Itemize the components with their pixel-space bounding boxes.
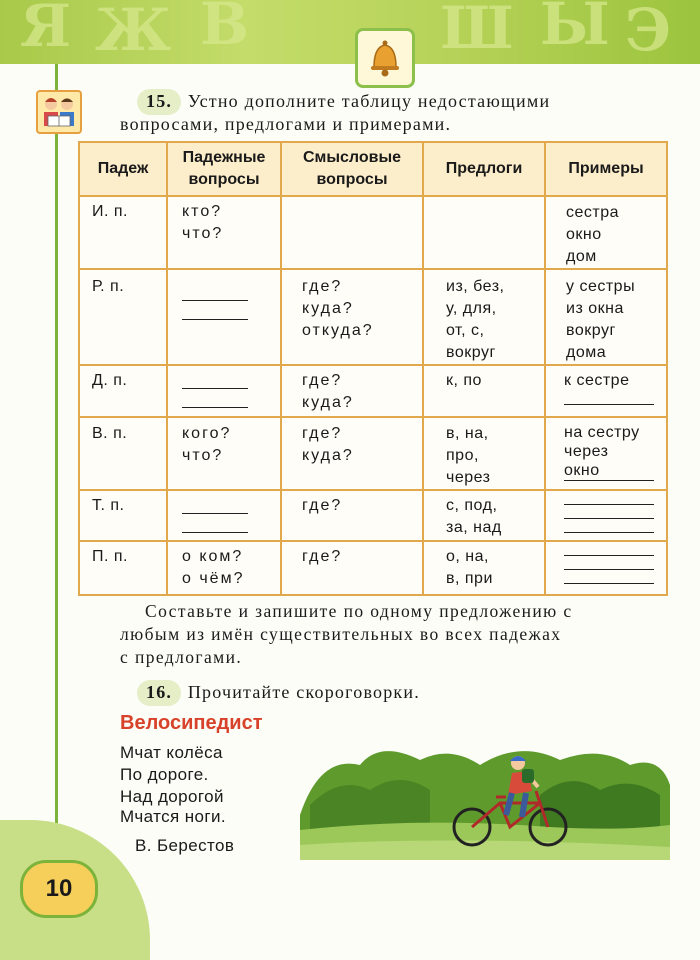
- prepositions-cell: с, под, за, над: [423, 490, 545, 541]
- cyclist-illustration: [300, 735, 670, 860]
- banner-decoration: [0, 0, 700, 64]
- examples-cell: [545, 490, 667, 541]
- header-examples: Примеры: [545, 142, 667, 196]
- case-questions-cell: о ком? о чём?: [167, 541, 281, 595]
- poem-line: Мчатся ноги.: [120, 807, 226, 826]
- meaning-cell: где?: [281, 541, 423, 595]
- blank-line: [182, 503, 248, 514]
- table-row: [79, 417, 667, 490]
- exercise-15-line2: вопросами, предлогами и примерами.: [120, 114, 452, 134]
- case-cell: Д. п.: [79, 365, 167, 417]
- meaning-cell: где?: [281, 490, 423, 541]
- meaning-cell: где? куда? откуда?: [281, 269, 423, 365]
- exercise-15-number: 15.: [146, 91, 173, 111]
- prepositions-cell: [423, 196, 545, 269]
- poem-title: Велосипедист: [120, 712, 263, 734]
- blank-line: [182, 378, 248, 389]
- cases-table: [78, 141, 668, 596]
- instruction-line3: с предлогами.: [120, 647, 243, 667]
- banner-letter: В: [200, 0, 250, 58]
- examples-cell: сестра окно дом: [545, 196, 667, 269]
- reading-kids-icon: [36, 90, 82, 134]
- examples-cell: к сестре: [545, 365, 667, 417]
- exercise-15-line1: [146, 91, 550, 112]
- header-case-questions: Падежные вопросы: [167, 142, 281, 196]
- prepositions-cell: в, на, про, через: [423, 417, 545, 490]
- table-row: [79, 269, 667, 365]
- banner-letter: Ш: [440, 0, 514, 62]
- case-questions-cell: кого? что?: [167, 417, 281, 490]
- table-row: [79, 365, 667, 417]
- page-number: 10: [20, 860, 98, 918]
- poem-line: Над дорогой: [120, 787, 224, 806]
- meaning-cell: где? куда?: [281, 365, 423, 417]
- blank-line: [564, 545, 654, 556]
- blank-line: [564, 522, 654, 533]
- case-cell: П. п.: [79, 541, 167, 595]
- case-cell: Т. п.: [79, 490, 167, 541]
- header-case: Падеж: [79, 142, 167, 196]
- table-row: [79, 196, 667, 269]
- examples-cell: на сестру через окно: [545, 417, 667, 490]
- blank-line: [182, 397, 248, 408]
- bell-icon: [355, 28, 415, 88]
- blank-line: [564, 508, 654, 519]
- prepositions-cell: о, на, в, при: [423, 541, 545, 595]
- blank-line: [182, 309, 248, 320]
- poem-author: В. Берестов: [135, 836, 235, 855]
- exercise-16-line: [146, 682, 420, 703]
- case-questions-cell: [167, 365, 281, 417]
- prepositions-cell: из, без, у, для, от, с, вокруг: [423, 269, 545, 365]
- meaning-cell: [281, 196, 423, 269]
- poem-line: По дороге.: [120, 765, 209, 784]
- blank-line: [564, 573, 654, 584]
- instruction-line1: Составьте и запишите по одному предложению с: [145, 601, 573, 621]
- banner-letter: Ы: [540, 0, 610, 58]
- header-prepositions: Предлоги: [423, 142, 545, 196]
- case-cell: В. п.: [79, 417, 167, 490]
- exercise-16-text: Прочитайте скороговорки.: [187, 682, 420, 702]
- case-cell: Р. п.: [79, 269, 167, 365]
- case-questions-cell: [167, 490, 281, 541]
- instruction-line2: любым из имён существительных во всех падежах: [120, 624, 562, 644]
- banner-letter: Я: [20, 0, 72, 60]
- margin-line: [55, 64, 58, 864]
- meaning-cell: где? куда?: [281, 417, 423, 490]
- table-header-row: [79, 142, 667, 196]
- blank-line: [564, 559, 654, 570]
- exercise-15-text: Устно дополните таблицу недостающими: [187, 91, 551, 111]
- examples-cell: [545, 541, 667, 595]
- exercise-16-number: 16.: [146, 682, 173, 702]
- blank-line: [182, 522, 248, 533]
- case-questions-cell: [167, 269, 281, 365]
- banner-letter: Ж: [95, 0, 172, 64]
- blank-line: [182, 290, 248, 301]
- header-meaning-questions: Смысловые вопросы: [281, 142, 423, 196]
- poem-line: Мчат колёса: [120, 743, 223, 762]
- table-row: [79, 490, 667, 541]
- table-row: [79, 541, 667, 595]
- blank-line: [564, 394, 654, 405]
- case-questions-cell: кто? что?: [167, 196, 281, 269]
- case-cell: И. п.: [79, 196, 167, 269]
- prepositions-cell: к, по: [423, 365, 545, 417]
- blank-line: [564, 494, 654, 505]
- banner-letter: Э: [625, 0, 672, 64]
- examples-cell: у сестры из окна вокруг дома: [545, 269, 667, 365]
